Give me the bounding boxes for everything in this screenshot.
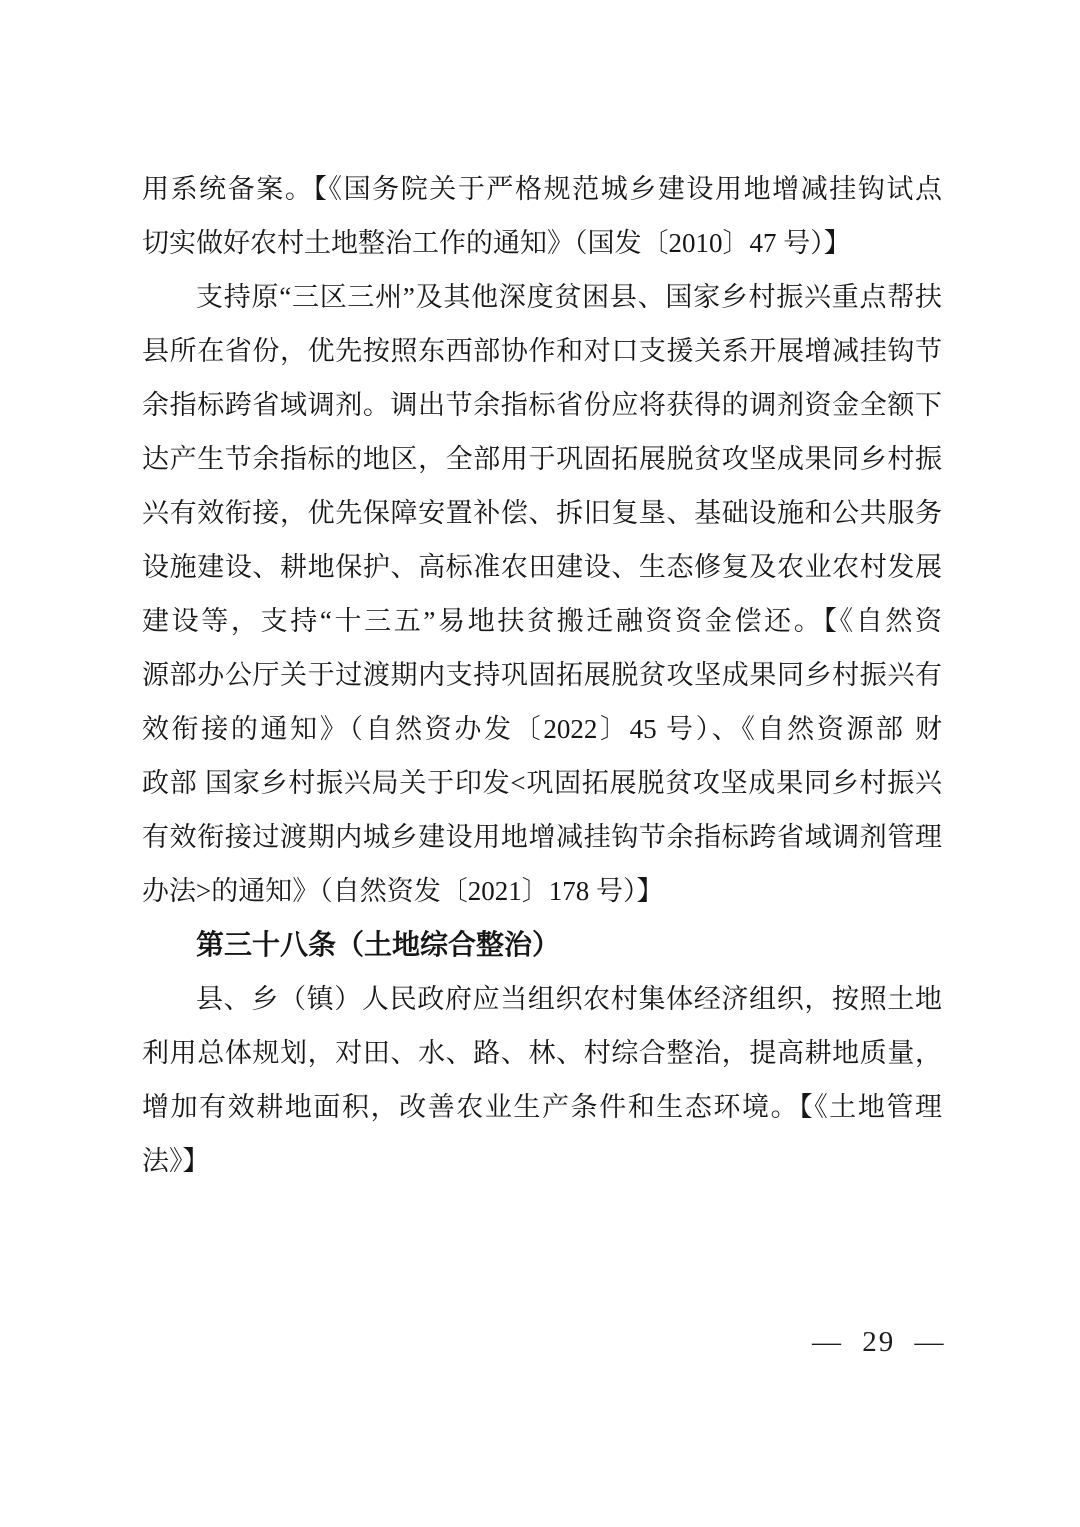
text-line: 效衔接的通知》（自然资办发〔2022〕45 号）、《自然资源部 财 <box>142 714 942 744</box>
page-number: — 29 — <box>812 1326 946 1358</box>
text-line: 有效衔接过渡期内城乡建设用地增减挂钩节余指标跨省域调剂管理 <box>142 822 942 852</box>
text-line: 法》】 <box>142 1146 210 1176</box>
text-line: 县所在省份，优先按照东西部协作和对口支援关系开展增减挂钩节 <box>142 336 942 366</box>
text-line: 用系统备案。【《国务院关于严格规范城乡建设用地增减挂钩试点 <box>142 174 942 204</box>
text-line: 余指标跨省域调剂。调出节余指标省份应将获得的调剂资金全额下 <box>142 390 942 420</box>
article-heading: 第三十八条（土地综合整治） <box>196 929 561 960</box>
text-line: 源部办公厅关于过渡期内支持巩固拓展脱贫攻坚成果同乡村振兴有 <box>142 660 942 690</box>
text-line: 办法>的通知》（自然资发〔2021〕178 号）】 <box>142 876 664 906</box>
text-line: 建设等，支持“十三五”易地扶贫搬迁融资资金偿还。【《自然资 <box>142 606 942 636</box>
text-line: 兴有效衔接，优先保障安置补偿、拆旧复垦、基础设施和公共服务 <box>142 498 942 528</box>
text-line: 政部 国家乡村振兴局关于印发<巩固拓展脱贫攻坚成果同乡村振兴 <box>142 768 942 798</box>
document-body <box>142 162 942 1188</box>
text-line: 增加有效耕地面积，改善农业生产条件和生态环境。【《土地管理 <box>142 1092 942 1122</box>
text-line: 县、乡（镇）人民政府应当组织农村集体经济组织，按照土地 <box>196 984 942 1014</box>
text-line: 设施建设、耕地保护、高标准农田建设、生态修复及农业农村发展 <box>142 552 942 582</box>
text-line: 利用总体规划，对田、水、路、林、村综合整治，提高耕地质量， <box>142 1038 942 1068</box>
text-line: 支持原“三区三州”及其他深度贫困县、国家乡村振兴重点帮扶 <box>196 282 942 312</box>
text-line: 切实做好农村土地整治工作的通知》（国发〔2010〕47 号）】 <box>142 228 851 258</box>
text-line: 达产生节余指标的地区，全部用于巩固拓展脱贫攻坚成果同乡村振 <box>142 444 942 474</box>
